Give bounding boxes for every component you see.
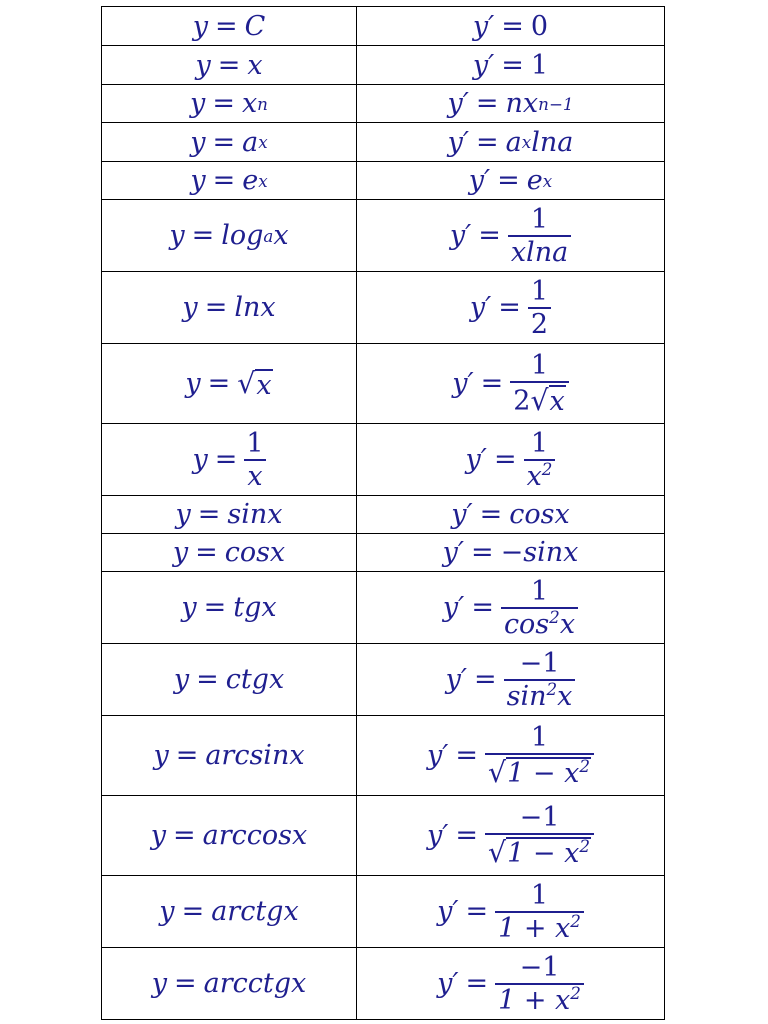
- fraction-numerator: −1: [519, 951, 560, 983]
- function-formula: [159, 898, 298, 925]
- function-lhs: y: [185, 368, 201, 399]
- derivative-lhs: y′: [437, 968, 459, 999]
- function-radical: [237, 369, 272, 399]
- fraction-denominator: [510, 385, 568, 415]
- equals-sign: =: [214, 444, 238, 475]
- derivative-cell: [357, 200, 665, 272]
- fraction-numerator: 1: [530, 427, 549, 459]
- derivative-lhs: y′: [437, 896, 459, 927]
- table-row: [102, 46, 665, 85]
- fraction-denominator: x: [247, 460, 263, 492]
- function-cell: [102, 162, 357, 200]
- derivative-table-body: [102, 7, 665, 1020]
- function-argument: x: [273, 220, 289, 251]
- equals-sign: =: [217, 49, 241, 81]
- fraction-numerator: 1: [530, 879, 549, 911]
- derivative-cell: [357, 876, 665, 948]
- equals-sign: =: [174, 968, 197, 999]
- function-lhs: y: [195, 49, 211, 81]
- derivative-factor: lna: [531, 126, 574, 158]
- function-lhs: y: [192, 444, 208, 475]
- derivative-rhs: 0: [530, 10, 549, 42]
- derivative-formula: [472, 10, 549, 42]
- derivative-lhs: y′: [445, 664, 467, 695]
- function-lhs: y: [159, 896, 175, 927]
- function-formula: y = x n: [190, 88, 268, 119]
- table-row: [102, 85, 665, 123]
- denominator-text: 2: [530, 308, 549, 340]
- function-cell: [102, 876, 357, 948]
- derivative-fraction: [501, 575, 578, 640]
- function-rhs: log: [221, 220, 264, 251]
- function-formula: y = log a x: [169, 220, 289, 251]
- derivative-table-container: [101, 6, 664, 1020]
- denominator-text: sin: [506, 680, 547, 712]
- derivative-cell: [357, 7, 665, 46]
- equals-sign: =: [493, 444, 517, 475]
- function-rhs: ctgx: [225, 664, 285, 695]
- radical-sign: √: [237, 367, 256, 401]
- denominator-radical: [530, 385, 565, 415]
- derivative-rhs: 1: [530, 49, 549, 81]
- table-row: [102, 424, 665, 496]
- table-row: [102, 876, 665, 948]
- derivative-fraction: [508, 203, 571, 268]
- function-cell: [102, 572, 357, 644]
- derivative-cell: [357, 46, 665, 85]
- equals-sign: =: [173, 820, 196, 851]
- equals-sign: =: [478, 220, 501, 251]
- function-lhs: y: [181, 592, 197, 623]
- equals-sign: =: [498, 292, 521, 323]
- derivative-rhs: e: [526, 165, 543, 196]
- derivative-formula: [451, 501, 569, 528]
- table-row: [102, 272, 665, 344]
- equals-sign: =: [214, 10, 238, 42]
- derivative-fraction: [504, 647, 576, 712]
- derivative-formula: [449, 203, 571, 268]
- derivative-cell: [357, 162, 665, 200]
- derivative-cell: [357, 534, 665, 572]
- function-formula: [153, 742, 304, 769]
- fraction-numerator: 1: [530, 350, 549, 381]
- function-lhs: y: [173, 664, 190, 695]
- equals-sign: =: [204, 292, 228, 323]
- function-lhs: y: [192, 10, 208, 42]
- function-rhs: tgx: [233, 592, 277, 623]
- equals-sign: =: [473, 664, 497, 695]
- derivative-rhs: a: [505, 126, 522, 158]
- function-rhs: C: [244, 10, 266, 42]
- function-formula: y = e x: [190, 165, 268, 196]
- denominator-radical: [488, 757, 591, 787]
- fraction-numerator: 1: [530, 575, 549, 607]
- function-rhs: x: [247, 49, 263, 81]
- function-rhs: e: [242, 165, 259, 196]
- derivative-cell: [357, 424, 665, 496]
- function-lhs: y: [175, 499, 191, 530]
- fraction-numerator: −1: [519, 647, 560, 679]
- fraction-bar: [510, 381, 568, 383]
- function-cell: [102, 716, 357, 796]
- equals-sign: =: [479, 499, 503, 530]
- derivative-formula: [472, 49, 549, 81]
- denominator-exponent: 2: [541, 458, 553, 479]
- table-row: [102, 123, 665, 162]
- derivative-formula: [437, 879, 584, 944]
- equals-sign: =: [175, 740, 199, 771]
- denominator-argument: x: [557, 680, 573, 712]
- denominator-text: 2: [513, 385, 531, 417]
- table-row: [102, 496, 665, 534]
- derivative-lhs: y′: [472, 49, 495, 81]
- function-lhs: y: [190, 126, 206, 158]
- fraction-denominator: [485, 757, 594, 787]
- equals-sign: =: [455, 740, 479, 771]
- function-rhs: arcctgx: [203, 968, 307, 999]
- function-cell: [102, 534, 357, 572]
- radicand: x: [256, 369, 272, 401]
- radicand-expression: 1 − x: [507, 758, 580, 789]
- radicand: x: [549, 386, 565, 417]
- equals-sign: =: [475, 88, 499, 119]
- derivative-formula: [442, 575, 578, 640]
- function-formula: [192, 427, 265, 492]
- radicand-exponent: 2: [579, 836, 590, 856]
- denominator-exponent: 2: [570, 910, 581, 931]
- derivative-cell: [357, 496, 665, 534]
- function-formula: [152, 970, 307, 997]
- table-row: [102, 200, 665, 272]
- derivative-lhs: y′: [427, 740, 449, 771]
- derivative-fraction: [485, 804, 594, 867]
- derivative-cell: [357, 644, 665, 716]
- function-lhs: y: [150, 820, 167, 851]
- table-row: [102, 534, 665, 572]
- denominator-text: 1 + x: [498, 912, 571, 944]
- fraction-denominator: [504, 678, 576, 712]
- equals-sign: =: [212, 126, 236, 158]
- derivative-rhs: cosx: [509, 499, 570, 530]
- derivative-lhs: y′: [469, 292, 492, 323]
- radical-sign: √: [488, 835, 507, 869]
- equals-sign: =: [455, 820, 479, 851]
- function-lhs: y: [153, 740, 169, 771]
- derivative-cell: [357, 716, 665, 796]
- fraction-denominator: [501, 606, 578, 640]
- denominator-text: xlna: [510, 236, 569, 268]
- derivative-cell: [357, 85, 665, 123]
- equals-sign: =: [501, 10, 524, 42]
- fraction-numerator: 1: [530, 275, 549, 307]
- equals-sign: =: [212, 165, 236, 196]
- derivative-cell: [357, 344, 665, 424]
- derivative-formula: [452, 352, 569, 415]
- equals-sign: =: [465, 968, 489, 999]
- function-lhs: y: [190, 88, 206, 119]
- function-formula: [176, 501, 283, 528]
- fraction-numerator: 1: [246, 427, 264, 459]
- denominator-text: 1 + x: [498, 984, 571, 1016]
- function-rhs: cosx: [224, 537, 286, 568]
- equals-sign: =: [465, 896, 489, 927]
- denominator-text: x: [526, 460, 542, 492]
- equals-sign: =: [471, 537, 494, 568]
- function-cell: [102, 948, 357, 1020]
- function-rhs: a: [242, 126, 259, 158]
- radicand: [506, 757, 591, 787]
- derivative-lhs: y′: [449, 220, 472, 251]
- equals-sign: =: [181, 896, 205, 927]
- derivative-formula: [469, 275, 551, 340]
- derivative-lhs: y′: [447, 88, 469, 119]
- function-cell: [102, 344, 357, 424]
- function-rhs: arccosx: [202, 820, 308, 851]
- equals-sign: =: [471, 592, 494, 623]
- equals-sign: =: [197, 499, 221, 530]
- equals-sign: =: [497, 165, 520, 196]
- function-formula: y = a x: [190, 126, 268, 158]
- fraction-numerator: −1: [519, 802, 560, 833]
- fraction-bar: [485, 753, 594, 755]
- table-row: [102, 162, 665, 200]
- derivative-lhs: y′: [468, 165, 491, 196]
- function-cell: [102, 85, 357, 123]
- function-formula: [195, 49, 263, 81]
- radicand-exponent: 2: [579, 756, 590, 776]
- derivative-formula: y′ = a x lna: [447, 126, 574, 158]
- function-cell: [102, 496, 357, 534]
- function-formula: [182, 294, 275, 321]
- function-lhs: y: [190, 165, 206, 196]
- derivative-fraction: [495, 951, 584, 1016]
- derivative-lhs: y′: [427, 820, 449, 851]
- derivative-formula: [427, 724, 594, 787]
- fraction-denominator: [495, 982, 584, 1016]
- denominator-exponent: 2: [546, 678, 558, 699]
- denominator-exponent: 2: [549, 606, 560, 627]
- function-rhs: arctgx: [211, 896, 299, 927]
- fraction-numerator: 1: [530, 722, 549, 753]
- equals-sign: =: [207, 368, 231, 399]
- function-cell: [102, 272, 357, 344]
- radicand-expression: 1 − x: [507, 838, 580, 869]
- derivative-lhs: y′: [442, 592, 465, 623]
- equals-sign: =: [191, 220, 215, 251]
- function-formula: [173, 539, 285, 566]
- derivative-table: [101, 6, 665, 1020]
- function-cell: [102, 200, 357, 272]
- derivative-lhs: y′: [442, 537, 465, 568]
- function-formula: [151, 822, 307, 849]
- denominator-argument: x: [559, 608, 576, 640]
- equals-sign: =: [476, 126, 499, 158]
- function-rhs: lnx: [234, 292, 276, 323]
- fraction-denominator: [508, 236, 571, 268]
- function-formula: [174, 666, 284, 693]
- equals-sign: =: [212, 88, 235, 119]
- table-row: [102, 948, 665, 1020]
- function-lhs: y: [172, 537, 189, 568]
- function-rhs: arcsinx: [205, 740, 305, 771]
- fraction-bar: [485, 833, 594, 835]
- derivative-fraction: [510, 352, 568, 415]
- derivative-formula: [465, 427, 556, 492]
- function-lhs: y: [169, 220, 185, 251]
- fraction-denominator: [485, 837, 594, 867]
- table-row: [102, 716, 665, 796]
- denominator-text: cos: [503, 608, 550, 640]
- function-cell: [102, 796, 357, 876]
- function-cell: [102, 123, 357, 162]
- derivative-formula: y′ = nx n−1: [447, 88, 574, 119]
- derivative-fraction: [485, 724, 594, 787]
- radicand: [506, 837, 591, 867]
- derivative-lhs: y′: [451, 499, 473, 530]
- function-rhs: sinx: [227, 499, 283, 530]
- fraction-denominator: [524, 458, 556, 492]
- derivative-fraction: [495, 879, 584, 944]
- function-cell: [102, 7, 357, 46]
- function-lhs: y: [151, 968, 168, 999]
- derivative-cell: [357, 948, 665, 1020]
- derivative-formula: [437, 951, 584, 1016]
- radical-sign: √: [488, 755, 507, 789]
- derivative-lhs: y′: [465, 444, 487, 475]
- equals-sign: =: [203, 592, 227, 623]
- derivative-lhs: y′: [452, 368, 474, 399]
- function-cell: [102, 424, 357, 496]
- radical-sign: √: [530, 383, 549, 417]
- derivative-formula: [427, 804, 594, 867]
- fraction-denominator: [528, 308, 551, 340]
- table-row: [102, 344, 665, 424]
- derivative-lhs: y′: [447, 126, 470, 158]
- derivative-formula: y′ = e x: [468, 165, 553, 196]
- function-lhs: y: [182, 292, 198, 323]
- function-cell: [102, 644, 357, 716]
- table-row: [102, 644, 665, 716]
- denominator-exponent: 2: [570, 982, 581, 1003]
- derivative-fraction: [528, 275, 551, 340]
- equals-sign: =: [195, 537, 218, 568]
- function-fraction: [244, 427, 265, 492]
- function-cell: [102, 46, 357, 85]
- derivative-formula: [443, 539, 579, 566]
- derivative-lhs: y′: [472, 10, 495, 42]
- function-formula: [185, 369, 272, 399]
- function-formula: [192, 10, 266, 42]
- table-row: [102, 7, 665, 46]
- derivative-cell: [357, 272, 665, 344]
- equals-sign: =: [501, 49, 524, 81]
- table-row: [102, 796, 665, 876]
- equals-sign: =: [196, 664, 219, 695]
- table-row: [102, 572, 665, 644]
- derivative-fraction: [524, 427, 556, 492]
- function-formula: [181, 594, 276, 621]
- fraction-numerator: 1: [530, 203, 549, 235]
- derivative-cell: [357, 123, 665, 162]
- function-rhs: x: [241, 88, 258, 119]
- equals-sign: =: [480, 368, 504, 399]
- derivative-rhs: nx: [505, 88, 539, 119]
- derivative-cell: [357, 572, 665, 644]
- derivative-cell: [357, 796, 665, 876]
- derivative-rhs: −sinx: [500, 537, 579, 568]
- fraction-denominator: [495, 910, 584, 944]
- derivative-formula: [445, 647, 576, 712]
- denominator-radical: [488, 837, 591, 867]
